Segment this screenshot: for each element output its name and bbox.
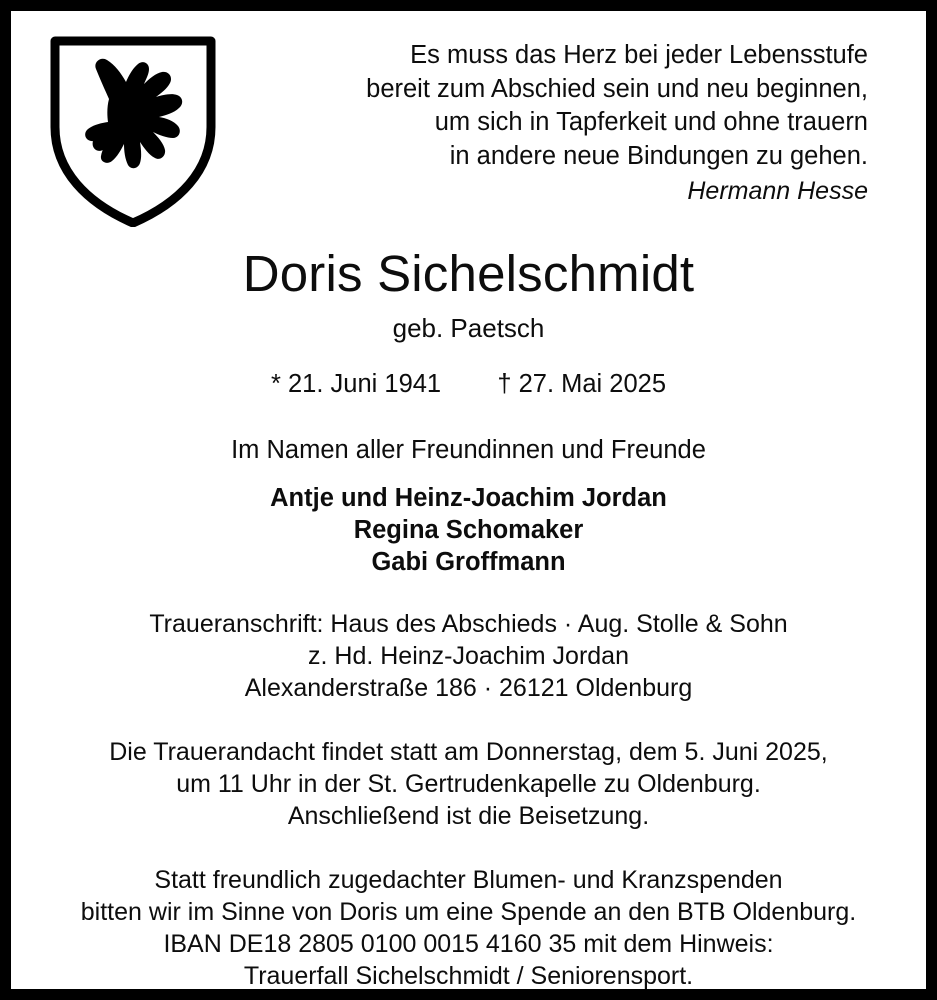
quote-author: Hermann Hesse xyxy=(687,177,868,205)
address-line: Traueranschrift: Haus des Abschieds · Aug. Stolle & Sohn xyxy=(149,610,788,638)
address-line: Alexanderstraße 186 · 26121 Oldenburg xyxy=(244,674,693,702)
life-dates xyxy=(11,367,926,401)
maiden-name: geb. Paetsch xyxy=(392,313,545,343)
birth-date: * 21. Juni 1941 xyxy=(270,370,442,398)
survivor-name: Regina Schomaker xyxy=(353,516,584,544)
quote-line: um sich in Tapferkeit und ohne trauern xyxy=(434,108,868,136)
deceased-name: Doris Sichelschmidt xyxy=(242,245,695,302)
donation-request-block xyxy=(11,864,926,992)
on-behalf-text: Im Namen aller Freundinnen und Freunde xyxy=(231,436,706,464)
coat-of-arms-crest xyxy=(49,35,217,227)
quote-line: Es muss das Herz bei jeder Lebensstufe xyxy=(410,41,868,69)
service-line: Anschließend ist die Beisetzung. xyxy=(287,802,650,830)
donation-line: Statt freundlich zugedachter Blumen- und Kranzspenden xyxy=(154,866,783,894)
address-line: z. Hd. Heinz-Joachim Jordan xyxy=(308,642,629,670)
donation-line: bitten wir im Sinne von Doris um eine Spende an den BTB Oldenburg. xyxy=(80,898,857,926)
donation-iban: IBAN DE18 2805 0100 0015 4160 35 mit dem Hinweis: xyxy=(163,930,774,958)
mourning-address-block xyxy=(11,608,926,704)
survivor-name: Gabi Groffmann xyxy=(371,548,566,576)
notice-body xyxy=(11,243,926,992)
death-date: † 27. Mai 2025 xyxy=(497,370,667,398)
survivor-name: Antje und Heinz-Joachim Jordan xyxy=(270,484,667,512)
donation-reference: Trauerfall Sichelschmidt / Seniorensport. xyxy=(243,962,694,990)
quote-line: in andere neue Bindungen zu gehen. xyxy=(449,141,868,170)
service-line: um 11 Uhr in der St. Gertrudenkapelle zu Oldenburg. xyxy=(176,770,761,798)
service-line: Die Trauerandacht findet statt am Donnerstag, dem 5. Juni 2025, xyxy=(109,738,828,766)
survivors-list xyxy=(11,482,926,578)
quotation-block xyxy=(348,39,868,208)
memorial-service-block xyxy=(11,736,926,832)
quote-line: bereit zum Abschied sein und neu beginnen, xyxy=(366,74,868,103)
